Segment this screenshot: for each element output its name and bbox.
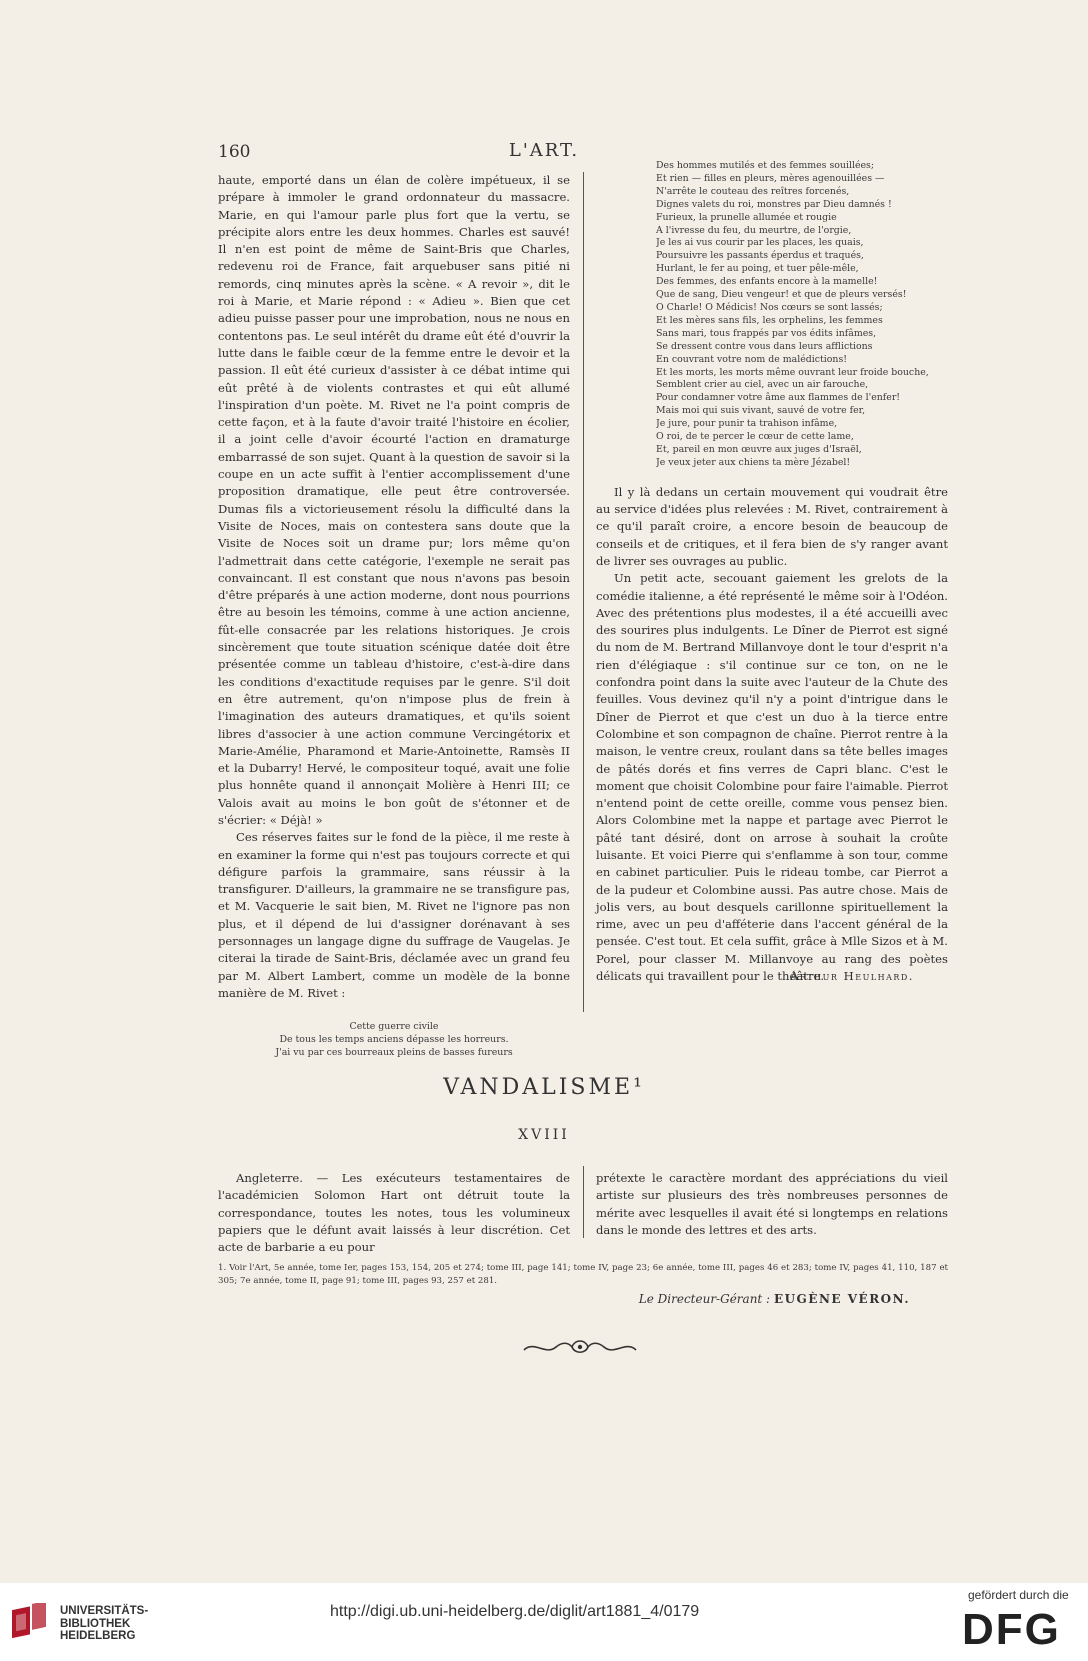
- director-line: [639, 1292, 910, 1306]
- verse-line: Que de sang, Dieu vengeur! et que de pleurs versés!: [656, 289, 907, 301]
- verse-line: Et les morts, les morts même ouvrant leur froide bouche,: [656, 366, 929, 378]
- verse-line: Des hommes mutilés et des femmes souillées;: [656, 160, 875, 171]
- funding-caption: gefördert durch die: [968, 1588, 1069, 1602]
- section-left-text: [218, 1170, 570, 1256]
- verse-line: Se dressent contre vous dans leurs afflictions: [656, 340, 873, 352]
- right-paragraph-1: Il y là dedans un certain mouvement qui voudrait être au service d'idées plus relevées : M. Rivet, contrairement à ce qu'il paraît croire, a encore besoin de beaucoup de conseils et de critiques, et il fera bien de s'y ranger avant de livrer ses ouvrages au public.: [596, 484, 948, 568]
- verse-line: Et les mères sans fils, les orphelins, les femmes: [656, 314, 883, 326]
- left-paragraph-1: haute, emporté dans un élan de colère impétueux, il se prépare à immoler le grand ordonnateur du massacre. Marie, en qui l'amour parle plus fort que la vertu, se précipite alors entre les deux hommes. Charles est sauvé! Il n'en est point de même de Saint-Bris que Charles, redevenu roi de France, fait arquebuser sans pitié ni remords, cinq minutes après la scène. « A revoir », dit le roi à Marie, et Marie répond : « Adieu ». Bien que cet adieu puisse passer pour une improbation, nous ne nous en contentons pas. Le seul intérêt du drame eût été d'ouvrir la lutte dans le faible cœur de la femme entre le devoir et la passion. Il eût été curieux d'assister à ce débat intime qui eût prêté à de violents contrastes et qui eût allumé l'inspiration d'un poète. M. Rivet ne l'a point compris de cette façon, et à la faute d'avoir traité l'histoire en écolier, il a joint celle d'avoir écourté l'action en dramaturge embarrassé de son sujet. Quant à la question de savoir si la coupe en un acte suffit à l'entier accomplissement d'une proposition dramatique, elle peut être controversée. Dumas fils a victorieusement résolu la difficulté dans la Visite de Noces, mais on contestera sans doute que la Visite de Noces soit un drame pur; lors même qu'on l'admettrait dans cette catégorie, l'exemple ne serait pas convaincant. Il est constant que nous n'avons pas besoin d'être préparés à une action moderne, dont nous pourrions être au besoin les témoins, comme à une action ancienne, fût-elle consacrée par les relations historiques. Je crois sincèrement que toute situation scénique datée doit être présentée comme un tableau d'histoire, c'est-à-dire dans les conditions d'exactitude requises par le genre. S'il doit en être autrement, qu'on n'impose plus de frein à l'imagination des auteurs dramatiques, et qu'ils soient libres d'associer à une action commune Vercingétorix et Marie-Amélie, Pharamond et Marie-Antoinette, Ramsès II et la Dubarry! Hervé, le compositeur toqué, avait une folie plus honnête quand il annonçait Molière à Henri III; ce Valois avait au moins le bon goût de s'étonner et de s'écrier: « Déjà! »: [218, 173, 570, 827]
- author-signature: Arthur Heulhard.: [790, 969, 914, 984]
- ornament-flourish-icon: [520, 1336, 640, 1358]
- left-column: [218, 172, 570, 1059]
- page-number: 160: [218, 142, 251, 162]
- verse-line: A l'ivresse du feu, du meurtre, de l'orgie,: [656, 224, 852, 236]
- permalink[interactable]: http://digi.ub.uni-heidelberg.de/diglit/art1881_4/0179: [330, 1603, 700, 1620]
- verse-line: Des femmes, des enfants encore à la mamelle!: [656, 276, 878, 288]
- verse-line: Je les ai vus courir par les places, les quais,: [656, 237, 864, 249]
- institution-name: [60, 1605, 148, 1643]
- left-verse-line: Cette guerre civile: [349, 1021, 439, 1033]
- verse-line: Et, pareil en mon œuvre aux juges d'Israël,: [656, 443, 862, 455]
- institution-line: HEIDELBERG: [60, 1630, 136, 1642]
- verse-line: N'arrête le couteau des reîtres forcenés,: [656, 185, 850, 197]
- verse-line: Semblent crier au ciel, avec un air farouche,: [656, 379, 869, 391]
- section-divider: [583, 1166, 584, 1238]
- verse-line: Je jure, pour punir ta trahison infâme,: [656, 418, 838, 430]
- dfg-logo: DFG: [962, 1605, 1061, 1654]
- verse-line: En couvrant votre nom de malédictions!: [656, 353, 848, 365]
- left-verse: [218, 1020, 570, 1059]
- institution-line: UNIVERSITÄTS-: [60, 1605, 149, 1617]
- verse-line: Furieux, la prunelle allumée et rougie: [656, 211, 837, 223]
- director-name: EUGÈNE VÉRON.: [773, 1292, 910, 1306]
- verse-line: Et rien — filles en pleurs, mères agenouillées —: [656, 172, 885, 184]
- verse-line: Poursuivre les passants éperdus et traqués,: [656, 250, 864, 262]
- footer-bar: [0, 1583, 1088, 1661]
- verse-line: Dignes valets du roi, monstres par Dieu damnés !: [656, 198, 892, 210]
- university-logo-icon: [8, 1603, 54, 1645]
- left-verse-line: J'ai vu par ces bourreaux pleins de basses fureurs: [275, 1047, 513, 1059]
- running-title: L'ART.: [508, 140, 580, 161]
- verse-line: Mais moi qui suis vivant, sauvé de votre fer,: [656, 405, 866, 417]
- verse-line: Je veux jeter aux chiens ta mère Jézabel!: [656, 456, 851, 468]
- verse-line: Hurlant, le fer au poing, et tuer pêle-mêle,: [656, 263, 859, 275]
- footnote: 1. Voir l'Art, 5e année, tome Ier, pages 153, 154, 205 et 274; tome III, page 141; tome IV, page 23; 6e année, tome III, pages 46 et 283; tome IV, pages 41, 110, 187 et 305; 7e année, tome II, page 91; tome III, pages 93, 257 et 281.: [218, 1263, 948, 1286]
- verse-line: O Charle! O Médicis! Nos cœurs se sont lassés;: [656, 301, 883, 313]
- director-label: Le Directeur-Gérant :: [638, 1292, 771, 1306]
- section-left-paragraph: Angleterre. — Les exécuteurs testamentaires de l'académicien Solomon Hart ont détruit toute la correspondance, toutes les notes, tous les volumineux papiers que le défunt avait laissés à leur discrétion. Cet acte de barbarie a eu pour: [218, 1171, 570, 1255]
- right-verse: [596, 160, 948, 470]
- left-paragraph-2: Ces réserves faites sur le fond de la pièce, il me reste à en examiner la forme qui n'est pas toujours correcte et qui défigure parfois la grammaire, sans réussir à la transfigurer. D'ailleurs, la grammaire ne se transfigure pas, et M. Vacquerie le sait bien, M. Rivet ne l'ignore pas non plus, et il dépend de lui d'assigner dorénavant à ses personnages un langage digne du suffrage de Vaugelas. Je citerai la tirade de Saint-Bris, déclamée avec un grand feu par M. Albert Lambert, comme un modèle de la bonne manière de M. Rivet :: [218, 830, 570, 1000]
- right-column: [596, 160, 948, 986]
- column-divider: [583, 172, 584, 1012]
- verse-line: Sans mari, tous frappés par vos édits infâmes,: [656, 327, 877, 339]
- section-number: XVIII: [518, 1127, 570, 1143]
- section-right-text: [596, 1170, 948, 1239]
- section-title: VANDALISME¹: [443, 1075, 645, 1100]
- verse-line: O roi, de te percer le cœur de cette lame,: [656, 431, 854, 443]
- section-right-paragraph: prétexte le caractère mordant des appréciations du vieil artiste sur plusieurs des très nombreuses personnes de mérite avec lesquelles il avait été si longtemps en relations dans le monde des lettres et des arts.: [596, 1171, 948, 1237]
- verse-line: Pour condamner votre âme aux flammes de l'enfer!: [656, 392, 901, 404]
- left-verse-line: De tous les temps anciens dépasse les horreurs.: [279, 1034, 509, 1046]
- institution-line: BIBLIOTHEK: [60, 1617, 131, 1630]
- right-paragraph-2: Un petit acte, secouant gaiement les grelots de la comédie italienne, a été représenté le même soir à l'Odéon. Avec des prétentions plus modestes, il a été accueilli avec des sourires plus indulgents. Le Dîner de Pierrot est signé du nom de M. Bertrand Millanvoye dont le tour d'esprit n'a rien d'élégiaque : s'il continue sur ce ton, on ne le confondra point dans la suite avec l'auteur de la Chute des feuilles. Vous devinez qu'il n'y a point d'intrigue dans le Dîner de Pierrot et que c'est un duo à la tierce entre Colombine et son compagnon de chaîne. Pierrot rentre à la maison, le ventre creux, roulant dans sa tête belles images de pâtés dorés et fins verres de Capri blanc. C'est le moment que choisit Colombine pour faire l'aimable. Pierrot n'entend point de cette oreille, comme vous pensez bien. Alors Colombine met la nappe et partage avec Pierrot le pâté tant désiré, dont on arrose à souhait la croûte luisante. Et voici Pierre qui s'enflamme à son tour, comme en cabinet particulier. Puis le rideau tombe, car Pierrot a de la pudeur et Colombine aussi. Pas autre chose. Mais de jolis vers, au bout desquels carillonne spirituellement la rime, avec un peu d'afféterie dans l'accent général de la pensée. C'est tout. Et cela suffit, grâce à Mlle Sizos et à M. Porel, pour classer M. Millanvoye au rang des poètes délicats qui travaillent pour le théâtre.: [596, 571, 948, 984]
